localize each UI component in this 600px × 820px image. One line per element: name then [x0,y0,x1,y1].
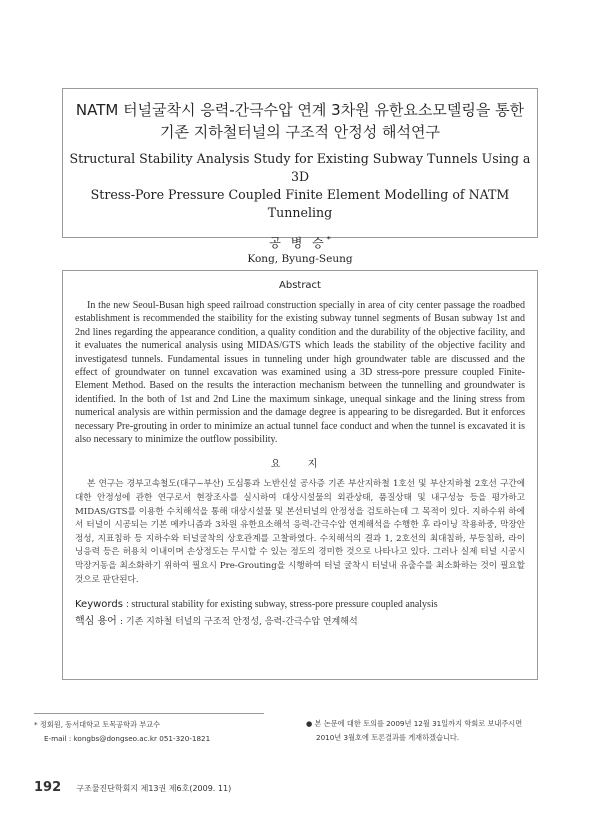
keywords-korean-value: : 기존 지하철 터널의 구조적 안정성, 응력-간극수압 연계해석 [120,617,358,628]
discussion-notice-line-2: 2010년 3월호에 토론결과를 게재하겠습니다. [316,733,460,742]
korean-abstract-text: 본 연구는 경부고속철도(대구~부산) 도심통과 노반신설 공사증 기존 부산지하철 1호선 및 부산지하철 2호선 구간에 대한 안정성에 관한 연구로서 현장조사를 실시하여 대상시설물의 외관상태, 품질상태 및 내구성능 등을 평가하고 MIDAS/GTS를 이용한 수치해석을 통해 대상시설물 및 본선터널의 안정성을 검토하는데 그 목적이 있다. 지하수위 하에서 터널이 시공되는 기본 메카니즘과 3차원 유한요소해석 응력-간극수압 연계해석을 수행한 후 라이닝 작용하중, 막장안정성, 지표침하 등 지하수와 터널굴착의 상호관계를 고찰하였다. 수치해석의 결과 1, 2호선의 최대침하, 부등침하, 라이닝응력 등은 허용치 이내이며 손상정도는 무시할 수 있는 정도의 경미한 것으로 나타나고 있다. 그러나 실제 터널 시공시 막장거동을 최소화하기 위하여 필요시 Pre-Grouting을 시행하여 터널 굴착시 터널내 유출수를 최소화하는 것이 필요할 것으로 판단된다. [75,479,525,585]
abstract-heading: Abstract [279,280,321,291]
abstract-text: In the new Seoul-Busan high speed railroad construction specially in area of city center passage the roadbed establishment is recommended the staibility for the existing subway tunnel segments of Busan subway 1st and 2nd lines regarding the appearance condition, a quality condition and the durability of the objective facility, and it evaluates the numerical analysis using MIDAS/GTS which leads the stability of the objective facility and investigatesd tunnels. Fundamental issues in tunneling under high groundwater table are discussed and the effect of groundwater on tunnel excavation was examined using a 3D stress-pore pressure coupled Finite-Element Method. Based on the results the interaction mechanism between the tunnelling and groundwater is identified. In the both of 1st and 2nd Line the maximum sinkage, unequal sinkage and the lining stress from numerical analysis are within permission and the damage degree is appearing to be disregarded. But it enforces necessary Pre-grouting in order to minimize an actual tunnel face conduct and when the tunnel is excavated it is also necessary to minimize the outflow possibility. [75,300,525,446]
author-english-name: Kong, Byung-Seung [247,253,353,265]
keywords-korean [75,614,525,630]
keywords-english [75,597,525,612]
korean-abstract-heading: 요 지 [270,459,330,471]
keywords-english-value: : structural stability for existing subway, stress-pore pressure coupled analysis [126,599,438,611]
affiliation-line: * 정회원, 동서대학교 토목공학과 부교수 [34,720,161,729]
korean-title [63,99,537,143]
korean-title-line-2: 기존 지하철터널의 구조적 안정성 해석연구 [160,123,440,141]
english-title-line-1: Structural Stability Analysis Study for Existing Subway Tunnels Using a 3D [69,151,531,184]
discussion-notice-line-1: ● 본 논문에 대한 토의를 2009년 12월 31일까지 학회로 보내주시면 [306,719,523,728]
discussion-notice-footnote [306,717,566,745]
footnote-divider [34,713,264,714]
contact-line: E-mail : kongbs@dongseo.ac.kr 051-320-1821 [44,734,211,743]
author-affiliation-footnote [34,718,284,746]
korean-title-line-1: NATM 터널굴착시 응력-간극수압 연계 3차원 유한요소모델링을 통한 [75,101,525,119]
english-title-line-2: Stress-Pore Pressure Coupled Finite Element Modelling of NATM Tunneling [90,187,510,220]
author-korean-name [63,234,537,251]
title-box [62,88,538,265]
keywords-english-label: Keywords [75,599,123,611]
page-number: 192 [34,780,62,795]
author-korean-text: 공 병 승 [269,236,327,250]
author-footnote-mark: * [326,235,331,244]
english-title [63,150,537,222]
page-footer [34,776,231,795]
keywords-korean-label: 핵심 용어 [75,616,117,628]
journal-citation: 구조물진단학회지 제13권 제6호(2009. 11) [76,784,232,793]
abstract-box [62,270,538,680]
